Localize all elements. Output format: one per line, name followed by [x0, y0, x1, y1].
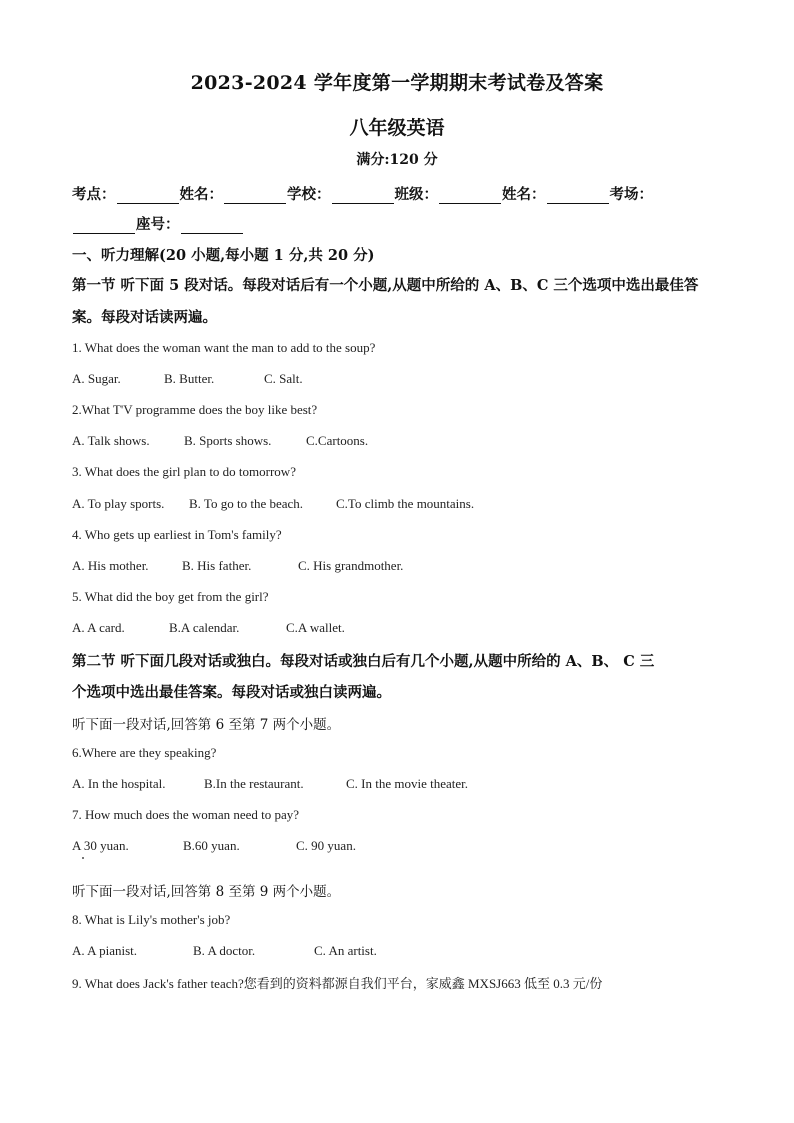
option-a: A. A card.	[72, 620, 125, 635]
part1-heading: 一、听力理解(20 小题,每小题 1 分,共 20 分)	[72, 247, 375, 264]
question-7-options	[72, 838, 356, 854]
option-a: A. A pianist.	[72, 943, 138, 958]
question-4: 4. Who gets up earliest in Tom's family?	[72, 527, 282, 542]
option-b: B. Sports shows.	[184, 433, 272, 448]
question-2-options	[72, 433, 368, 449]
listen-instruction-6-7: 听下面一段对话,回答第 6 至第 7 两个小题。	[72, 717, 341, 733]
option-a: A. His mother.	[72, 558, 149, 573]
section1-instruction-line-1: 第一节 听下面 5 段对话。每段对话后有一个小题,从题中所给的 A、B、C 三个选项中选出最佳答	[72, 277, 699, 294]
option-b: B. A doctor.	[193, 943, 256, 958]
question-5-options	[72, 620, 345, 636]
class-label: 班级：	[394, 186, 438, 203]
exam-room-label: 考场：	[609, 186, 653, 203]
option-a: A. To play sports.	[72, 496, 165, 511]
question-9: 9. What does Jack's father teach?您看到的资料都源自我们平台，家威鑫 MXSJ663 低至 0.3 元/份	[72, 976, 603, 991]
stray-mark	[82, 857, 84, 859]
option-c: C.Cartoons.	[306, 433, 369, 448]
option-b: B. His father.	[182, 558, 252, 573]
listen-instruction-8-9: 听下面一段对话,回答第 8 至第 9 两个小题。	[72, 884, 341, 900]
question-6: 6.Where are they speaking?	[72, 745, 217, 760]
option-b: B. To go to the beach.	[189, 496, 304, 511]
name-label: 姓名：	[179, 186, 223, 203]
option-c: C. 90 yuan.	[296, 838, 356, 853]
option-c: C. In the movie theater.	[346, 776, 469, 791]
name-blank	[224, 189, 286, 204]
seat-blank	[181, 219, 243, 234]
option-c: C.A wallet.	[286, 620, 345, 635]
option-a: A. Sugar.	[72, 371, 121, 386]
section2-instruction-line-2: 个选项中选出最佳答案。每段对话或独白读两遍。	[72, 684, 391, 701]
option-a: A 30 yuan.	[72, 838, 129, 853]
option-c: C.To climb the mountains.	[336, 496, 475, 511]
name-label-2: 姓名：	[502, 186, 546, 203]
question-1: 1. What does the woman want the man to add to the soup?	[72, 340, 376, 355]
option-b: B.A calendar.	[169, 620, 240, 635]
option-b: B. Butter.	[164, 371, 215, 386]
student-info-line-2	[72, 213, 244, 234]
seat-label: 座号：	[136, 216, 180, 233]
name-blank-2	[547, 189, 609, 204]
option-b: B.60 yuan.	[183, 838, 240, 853]
option-a: A. In the hospital.	[72, 776, 166, 791]
full-score: 满分:120 分	[356, 152, 438, 168]
section2-instruction-line-1: 第二节 听下面几段对话或独白。每段对话或独白后有几个小题,从题中所给的 A、B、 C 三	[72, 653, 655, 670]
option-c: C. Salt.	[264, 371, 303, 386]
question-6-options	[72, 776, 468, 792]
question-5: 5. What did the boy get from the girl?	[72, 589, 269, 604]
question-8-options	[72, 943, 377, 959]
question-3: 3. What does the girl plan to do tomorrow?	[72, 464, 296, 479]
question-1-options	[72, 371, 303, 387]
question-2: 2.What T'V programme does the boy like best?	[72, 402, 318, 417]
section1-instruction-line-2: 案。每段对话读两遍。	[72, 309, 217, 326]
school-label: 学校：	[287, 186, 331, 203]
option-c: C. An artist.	[314, 943, 377, 958]
class-blank	[439, 189, 501, 204]
question-4-options	[72, 558, 403, 574]
kaodian-label: 考点：	[72, 186, 116, 203]
option-b: B.In the restaurant.	[204, 776, 304, 791]
option-a: A. Talk shows.	[72, 433, 150, 448]
school-blank	[332, 189, 394, 204]
question-7: 7. How much does the woman need to pay?	[72, 807, 300, 822]
kaodian-blank	[117, 189, 179, 204]
option-c: C. His grandmother.	[298, 558, 404, 573]
student-info-line-1	[72, 183, 653, 204]
exam-title: 2023-2024 学年度第一学期期末考试卷及答案	[190, 72, 604, 94]
question-8: 8. What is Lily's mother's job?	[72, 912, 231, 927]
question-3-options	[72, 496, 474, 512]
exam-room-blank	[73, 219, 135, 234]
exam-subject: 八年级英语	[349, 117, 445, 139]
